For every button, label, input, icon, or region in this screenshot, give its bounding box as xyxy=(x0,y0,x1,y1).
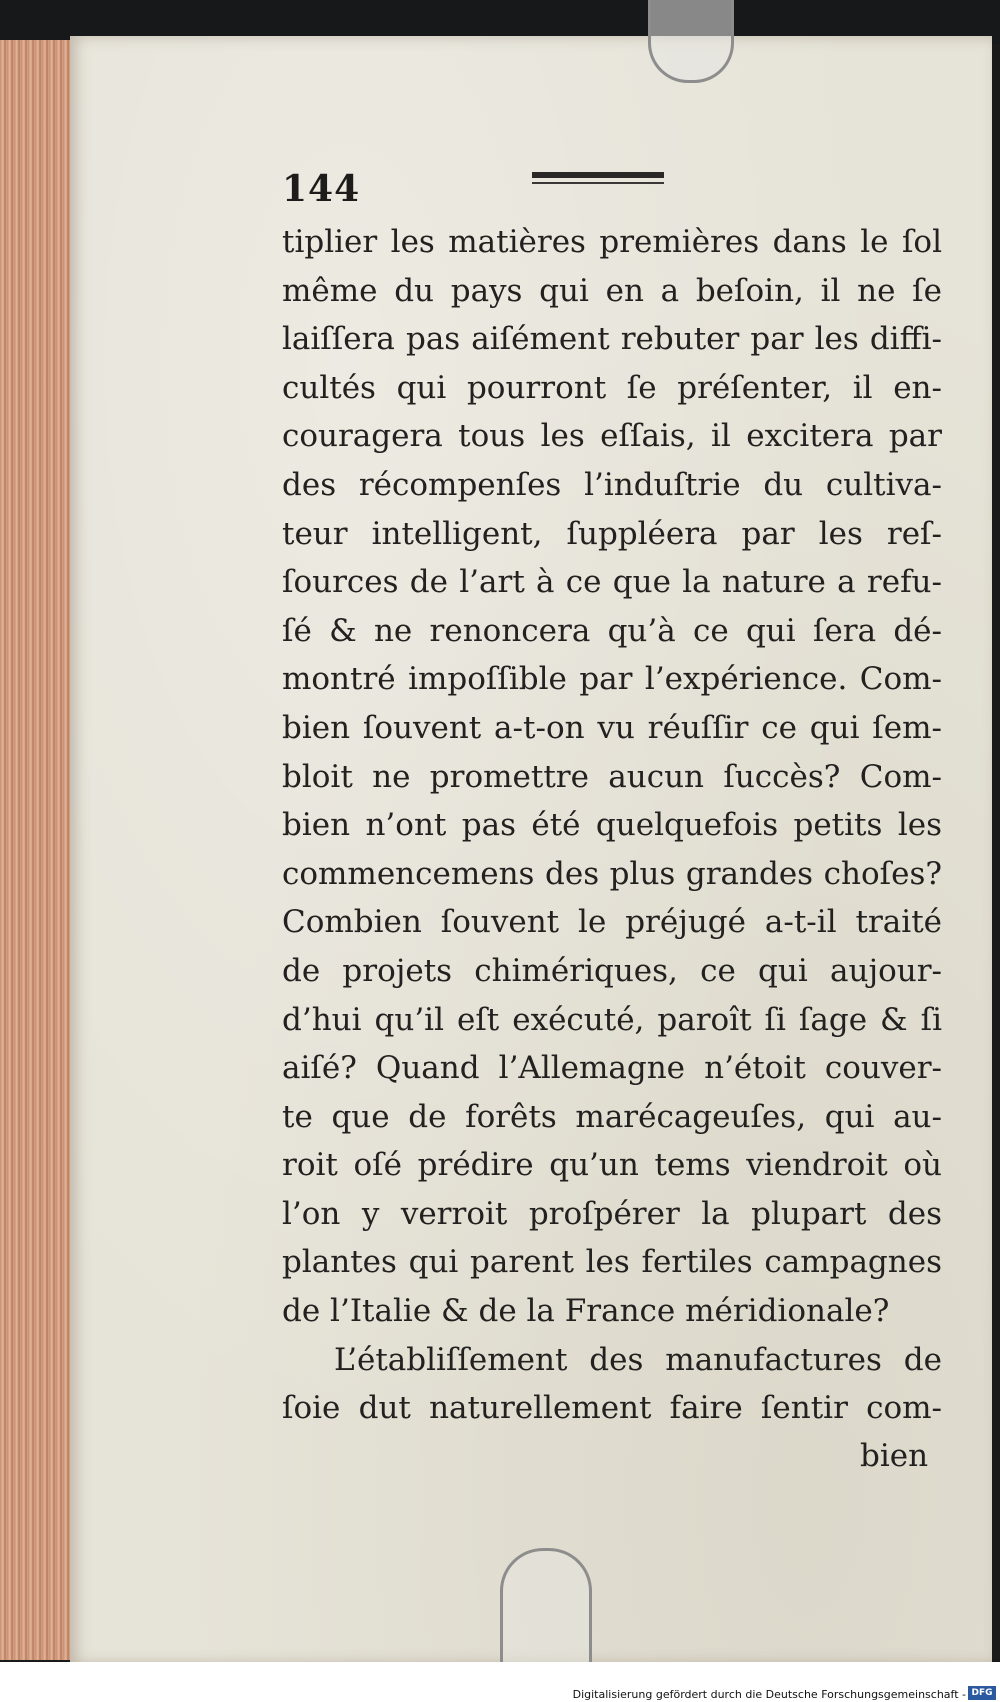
dfg-logo: DFG xyxy=(968,1686,996,1700)
text-line: Combien ſouvent le préjugé a-t-il traité xyxy=(282,904,942,941)
text-line: bien ſouvent a-t-on vu réuſſir ce qui ſem- xyxy=(282,709,942,746)
header-rule xyxy=(532,172,664,178)
text-line: cultés qui pourront ſe préſenter, il en- xyxy=(282,369,942,406)
page-clip-bottom xyxy=(500,1548,592,1663)
text-line: même du pays qui en a beſoin, il ne ſe xyxy=(282,272,942,309)
text-line: teur intelligent, ſuppléera par les reſ- xyxy=(282,515,942,552)
text-line: d’hui qu’il eſt exécuté, paroît ſi ſage & ſi xyxy=(282,1001,942,1038)
funding-credit: Digitalisierung gefördert durch die Deutsche Forschungsgemeinschaft - xyxy=(572,1688,966,1701)
text-line: l’on y verroit proſpérer la plupart des xyxy=(282,1195,942,1232)
text-line: tiplier les matières premières dans le ſol xyxy=(282,224,942,260)
page-body-text xyxy=(282,218,942,1433)
text-line: bloit ne promettre aucun ſuccès? Com- xyxy=(282,758,942,795)
text-line: plantes qui parent les fertiles campagnes xyxy=(282,1244,942,1281)
text-line: laiſſera pas aiſément rebuter par les diffi- xyxy=(282,321,942,358)
text-line: ſources de l’art à ce que la nature a refu- xyxy=(282,564,942,601)
text-line: montré impoſſible par l’expérience. Com- xyxy=(282,661,942,698)
text-line: te que de forêts marécageuſes, qui au- xyxy=(282,1098,942,1135)
header-rule-thin xyxy=(532,182,664,184)
text-line: ſé & ne renoncera qu’à ce qui ſera dé- xyxy=(282,612,942,649)
text-line: ſoie dut naturellement faire ſentir com- xyxy=(282,1390,942,1427)
text-line: roit oſé prédire qu’un tems viendroit où xyxy=(282,1147,942,1184)
text-line: des récompenſes l’induſtrie du cultiva- xyxy=(282,466,942,503)
text-line: de projets chimériques, ce qui aujour- xyxy=(282,952,942,989)
text-line: de l’Italie & de la France méridionale? xyxy=(282,1293,890,1330)
text-line: aiſé? Quand l’Allemagne n’étoit couver- xyxy=(282,1050,942,1087)
text-line: bien n’ont pas été quelquefois petits les xyxy=(282,807,942,844)
text-line: couragera tous les eſſais, il excitera par xyxy=(282,418,942,455)
text-line: L’établiſſement des manufactures de xyxy=(334,1341,942,1378)
text-line: commencemens des plus grandes choſes? xyxy=(282,855,942,892)
catchword: bien xyxy=(860,1438,929,1474)
page-clip-top xyxy=(648,0,734,83)
page-number: 144 xyxy=(282,168,361,210)
